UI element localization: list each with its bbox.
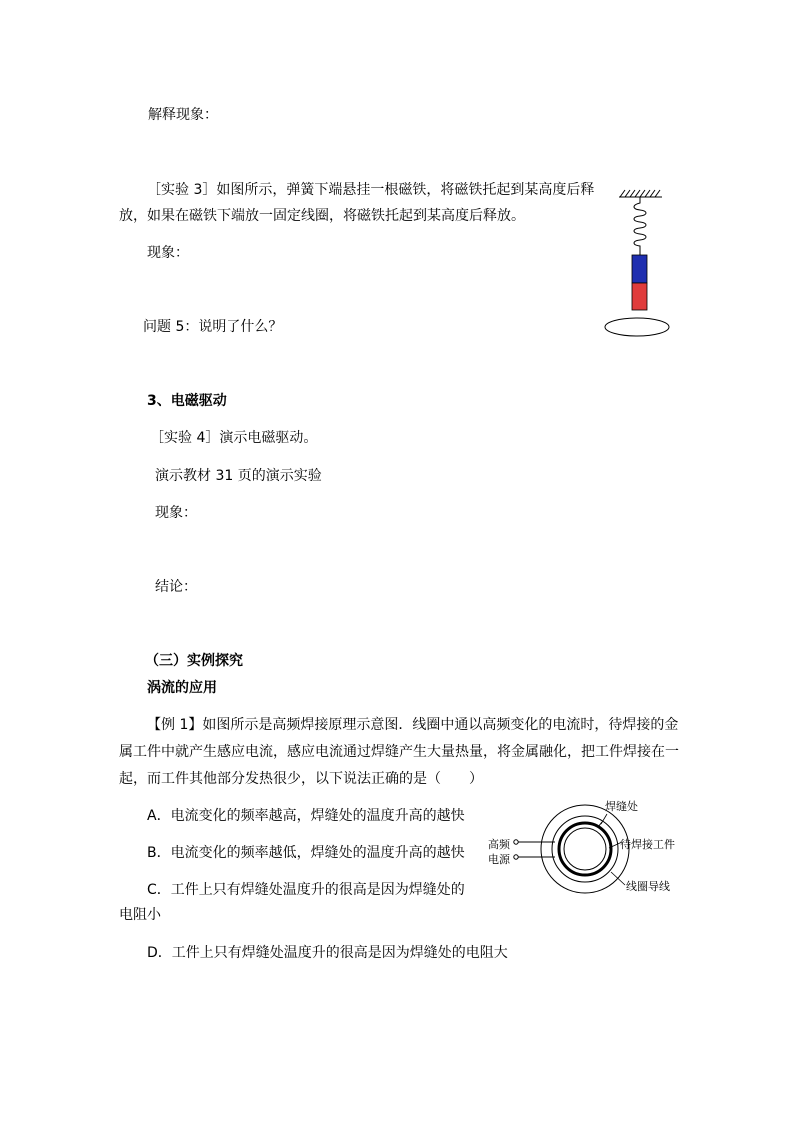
option-d: D．工件上只有焊缝处温度升的很高是因为焊缝处的电阻大 — [147, 945, 508, 961]
ceiling-hatch — [619, 190, 662, 197]
option-c-line1: C．工件上只有焊缝处温度升的很高是因为焊缝处的 — [147, 882, 465, 898]
label-power-1: 高频 — [488, 838, 510, 851]
experiment4: ［实验 4］演示电磁驱动。 — [150, 430, 318, 446]
terminal-top — [514, 840, 518, 844]
label-coil: 线圈导线 — [626, 880, 670, 893]
spring — [634, 197, 646, 255]
experiment3-line1: ［实验 3］如图所示，弹簧下端悬挂一根磁铁，将磁铁托起到某高度后释 — [147, 182, 595, 198]
phenomenon-label: 现象： — [147, 245, 189, 261]
label-workpiece: 待焊接工件 — [620, 838, 675, 851]
section-heading-examples: （三）实例探究 — [145, 653, 243, 669]
workpiece-outer — [559, 823, 611, 875]
workpiece-inner — [564, 828, 606, 870]
magnet-north — [632, 255, 647, 283]
explain-label: 解释现象： — [148, 107, 218, 123]
question5: 问题 5：说明了什么？ — [143, 319, 283, 335]
example1-line2: 属工件中就产生感应电流，感应电流通过焊缝产生大量热量，将金属融化，把工件焊接在一 — [119, 744, 679, 760]
terminal-bottom — [514, 855, 518, 859]
spring-magnet-diagram — [600, 183, 680, 343]
option-b: B．电流变化的频率越低，焊缝处的温度升高的越快 — [147, 845, 465, 861]
option-a: A．电流变化的频率越高，焊缝处的温度升高的越快 — [147, 808, 465, 824]
experiment3-line2: 放，如果在磁铁下端放一固定线圈，将磁铁托起到某高度后释放。 — [119, 208, 525, 224]
fixed-coil — [605, 318, 669, 336]
section-heading-drive: 3、电磁驱动 — [147, 393, 227, 409]
drive-phenomenon-label: 现象： — [155, 505, 197, 521]
subheading-eddy: 涡流的应用 — [147, 680, 217, 696]
example1-line1: 【例 1】如图所示是高频焊接原理示意图．线圈中通以高频变化的电流时，待焊接的金 — [147, 717, 679, 733]
option-c-line2: 电阻小 — [119, 907, 161, 923]
example1-line3: 起，而工件其他部分发热很少，以下说法正确的是（ ） — [119, 771, 483, 787]
label-weld: 焊缝处 — [605, 800, 638, 813]
coil-inner — [552, 816, 618, 882]
coil-outer — [541, 805, 629, 893]
conclusion-label: 结论： — [155, 579, 197, 595]
magnet-south — [632, 283, 647, 310]
demo-text: 演示教材 31 页的演示实验 — [155, 468, 322, 484]
label-power-2: 电源 — [488, 853, 510, 866]
